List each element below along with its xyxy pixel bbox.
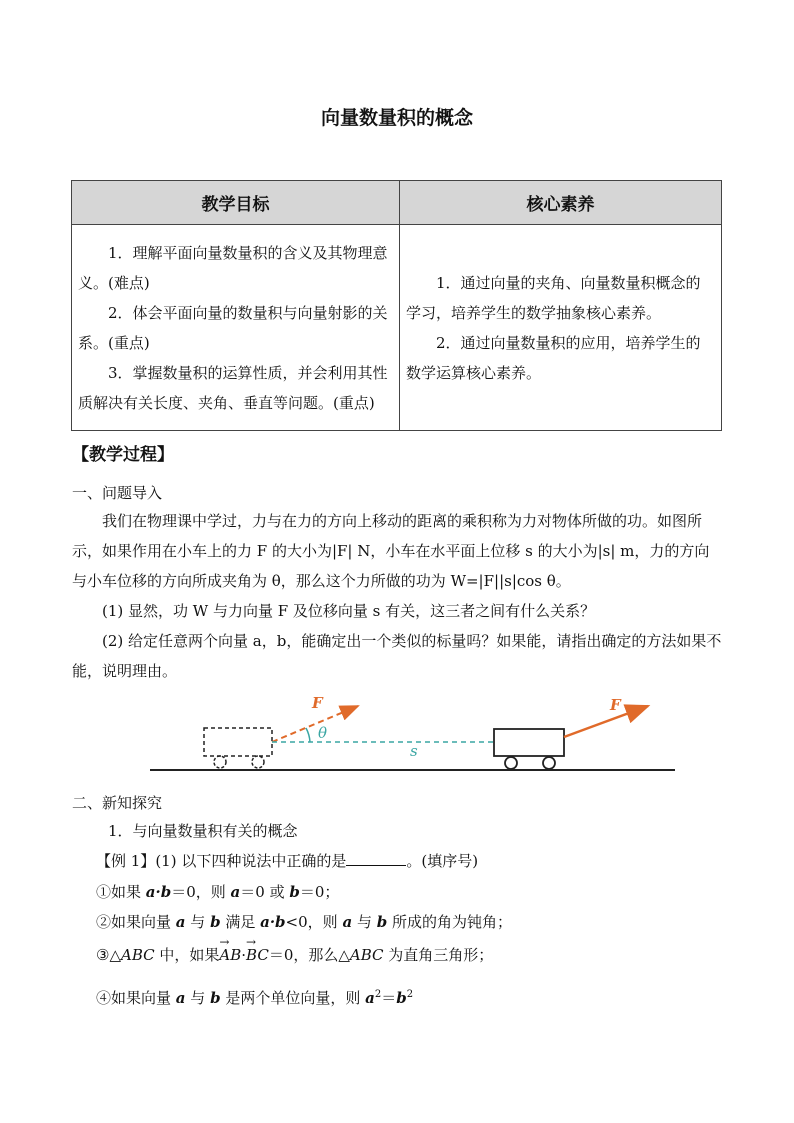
option-1: ①如果 a·b＝0，则 a＝0 或 b＝0； xyxy=(96,883,340,901)
force-arrow-solid xyxy=(564,706,648,737)
intro-paragraph: 我们在物理课中学过，力与在力的方向上移动的距离的乘积称为力对物体所做的功。如图所示，如果作用在小车上的力 F 的大小为|F| N，小车在水平面上位移 s 的大小为|s| m，力的方向与小车位移的方向所成夹角为 θ，那么这个力所做的功为 W=|F||s|cos θ。 xyxy=(72,512,710,590)
vector-bc: → BC xyxy=(246,940,269,970)
vector-ab: → AB xyxy=(219,940,241,970)
core-literacy-cell xyxy=(400,225,722,431)
objectives-table xyxy=(71,180,722,431)
literacy-item: 1．通过向量的夹角、向量数量积概念的学习，培养学生的数学抽象核心素养。 xyxy=(406,273,701,322)
page-title: 向量数量积的概念 xyxy=(320,107,473,129)
teaching-goals-cell xyxy=(72,225,400,431)
displacement-label: s xyxy=(410,742,418,760)
question-1: (1) 显然，功 W 与力向量 F 及位移向量 s 有关，这三者之间有什么关系？ xyxy=(102,602,596,620)
example-label: 【例 1】 xyxy=(96,852,156,870)
theta-label: θ xyxy=(318,724,328,742)
goal-item: 2．体会平面向量的数量积与向量射影的关系。(重点) xyxy=(78,303,388,352)
goal-item: 3．掌握数量积的运算性质，并会利用其性质解决有关长度、夹角、垂直等问题。(重点) xyxy=(78,363,388,412)
cart-end xyxy=(494,729,564,769)
cart-start-dashed xyxy=(204,728,272,768)
angle-arc xyxy=(306,728,310,742)
table-header-row xyxy=(72,181,722,225)
option-2: ②如果向量 a 与 b 满足 a·b<0，则 a 与 b 所成的角为钝角； xyxy=(96,913,512,931)
force-label-1: F xyxy=(312,694,323,712)
example-question-end: 。(填序号) xyxy=(406,852,479,870)
option-3: ③△ABC 中，如果→ AB·→ BC＝0，那么△ABC 为直角三角形； xyxy=(96,940,493,970)
question-2: (2) 给定任意两个向量 a，b，能确定出一个类似的标量吗？如果能，请指出确定的方法如果不能，说明理由。 xyxy=(72,632,722,680)
table-row xyxy=(72,225,722,431)
process-heading: 【教学过程】 xyxy=(72,445,174,465)
literacy-item: 2．通过向量数量积的应用，培养学生的数学运算核心素养。 xyxy=(406,333,701,382)
force-cart-diagram xyxy=(140,686,680,776)
section1-heading: 一、问题导入 xyxy=(72,484,163,502)
option-4: ④如果向量 a 与 b 是两个单位向量，则 $a^2=b^2$ xyxy=(96,989,414,1007)
subsection-title: 1．与向量数量积有关的概念 xyxy=(108,822,298,840)
header-teaching-goals: 教学目标 xyxy=(72,181,400,225)
section2-heading: 二、新知探究 xyxy=(72,794,163,812)
goal-item: 1．理解平面向量数量积的含义及其物理意义。(难点) xyxy=(78,243,388,292)
example-question: (1) 以下四种说法中正确的是 xyxy=(155,852,347,870)
header-core-literacy: 核心素养 xyxy=(400,181,722,225)
answer-blank[interactable] xyxy=(346,851,406,866)
example-1 xyxy=(96,846,478,876)
force-label-2: F xyxy=(610,696,621,714)
